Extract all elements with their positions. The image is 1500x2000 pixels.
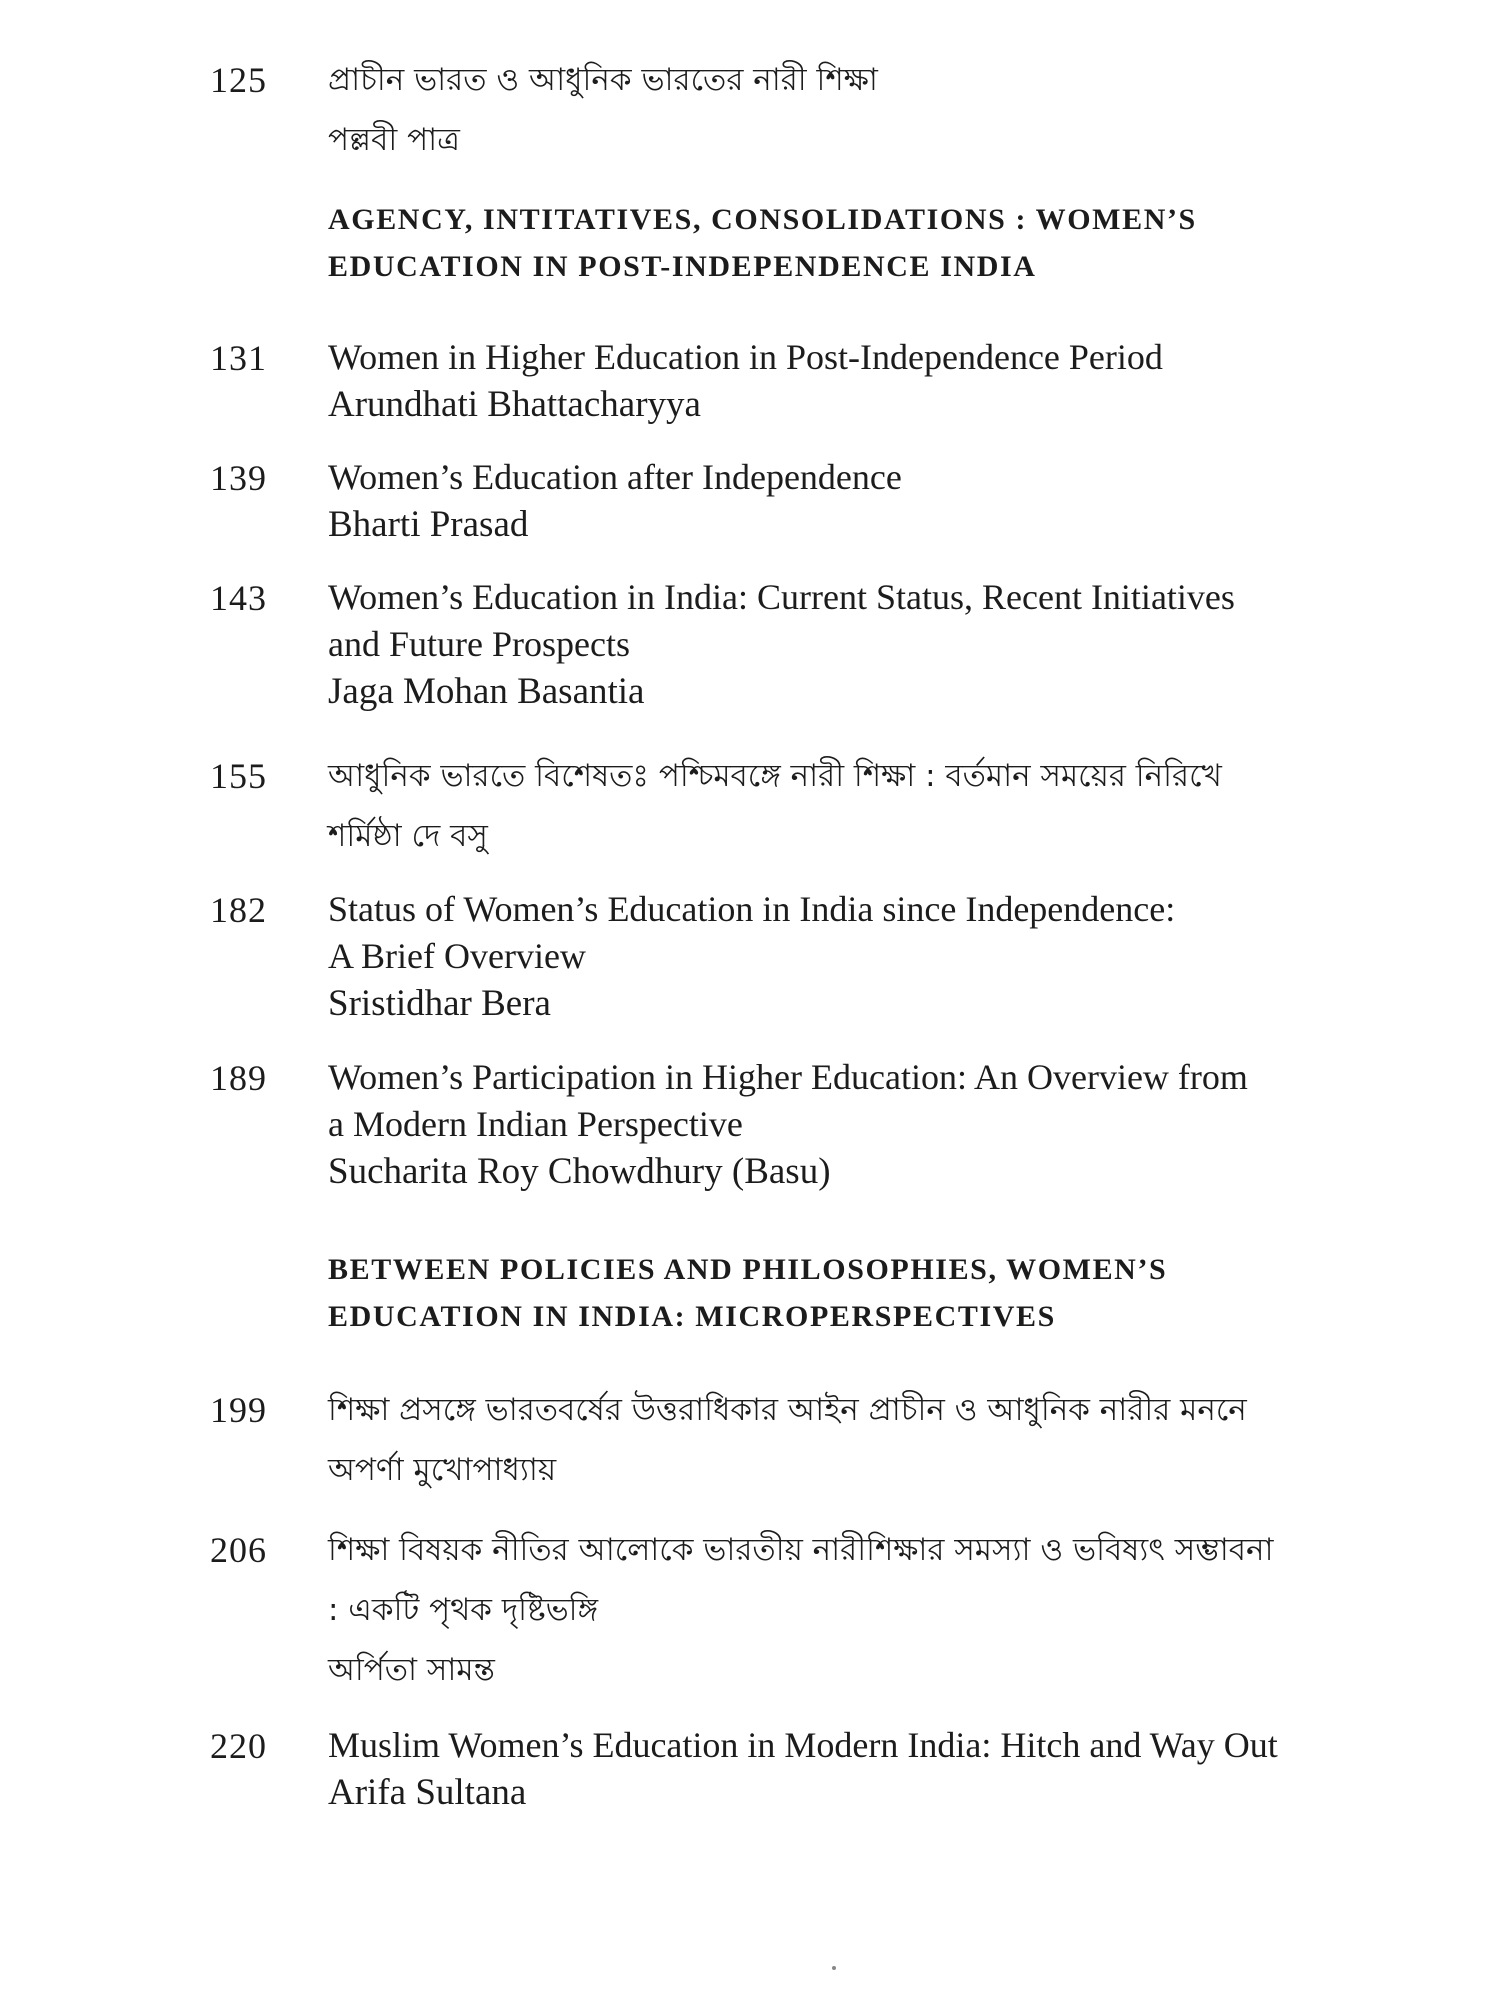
entry-author: Jaga Mohan Basantia bbox=[328, 671, 645, 712]
entry-title: Status of Women’s Education in India since Independence: bbox=[328, 889, 1176, 929]
entry-author: Sucharita Roy Chowdhury (Basu) bbox=[328, 1151, 831, 1192]
entry-author: অর্পিতা সামন্ত bbox=[328, 1652, 495, 1688]
page-number: 199 bbox=[210, 1390, 267, 1430]
section-heading-line: EDUCATION IN INDIA: MICROPERSPECTIVES bbox=[328, 1300, 1056, 1333]
entry-author: Sristidhar Bera bbox=[328, 983, 551, 1024]
entry-author: Arundhati Bhattacharyya bbox=[328, 384, 701, 425]
entry-title: Women’s Education in India: Current Status, Recent Initiatives bbox=[328, 577, 1235, 617]
page-number: 189 bbox=[210, 1058, 267, 1098]
section-heading bbox=[328, 196, 1328, 290]
entry-title: শিক্ষা প্রসঙ্গে ভারতবর্ষের উত্তরাধিকার আইন প্রাচীন ও আধুনিক নারীর মননে bbox=[328, 1392, 1247, 1428]
entry-author: Bharti Prasad bbox=[328, 504, 529, 545]
page-number: 155 bbox=[210, 756, 267, 796]
entry-title: A Brief Overview bbox=[328, 936, 586, 976]
section-heading-line: EDUCATION IN POST-INDEPENDENCE INDIA bbox=[328, 250, 1037, 283]
page-number: 220 bbox=[210, 1726, 267, 1766]
page-number: 131 bbox=[210, 338, 267, 378]
entry-author: শর্মিষ্ঠা দে বসু bbox=[328, 818, 488, 854]
entry-title: প্রাচীন ভারত ও আধুনিক ভারতের নারী শিক্ষা bbox=[328, 62, 878, 98]
entry-title: Muslim Women’s Education in Modern India: Hitch and Way Out bbox=[328, 1725, 1278, 1765]
entry-author: অপর্ণা মুখোপাধ্যায় bbox=[328, 1452, 557, 1488]
page-number: 206 bbox=[210, 1530, 267, 1570]
page-number: 139 bbox=[210, 458, 267, 498]
page-number: 182 bbox=[210, 890, 267, 930]
section-heading bbox=[328, 1246, 1328, 1340]
entry-author: পল্লবী পাত্র bbox=[328, 122, 460, 158]
entry-title: Women’s Education after Independence bbox=[328, 457, 902, 497]
page-number: 143 bbox=[210, 578, 267, 618]
section-heading-line: BETWEEN POLICIES AND PHILOSOPHIES, WOMEN’S bbox=[328, 1253, 1168, 1286]
entry-author: Arifa Sultana bbox=[328, 1772, 527, 1813]
entry-title: শিক্ষা বিষয়ক নীতির আলোকে ভারতীয় নারীশিক্ষার সমস্যা ও ভবিষ্যৎ সম্ভাবনা bbox=[328, 1532, 1274, 1568]
entry-title: : একটি পৃথক দৃষ্টিভঙ্গি bbox=[328, 1592, 599, 1628]
page-number: 125 bbox=[210, 60, 267, 100]
entry-title: Women in Higher Education in Post-Independence Period bbox=[328, 337, 1163, 377]
section-heading-line: AGENCY, INTITATIVES, CONSOLIDATIONS : WOMEN’S bbox=[328, 203, 1197, 236]
entry-title: a Modern Indian Perspective bbox=[328, 1104, 743, 1144]
entry-title: and Future Prospects bbox=[328, 624, 630, 664]
scan-speck bbox=[832, 1966, 836, 1970]
entry-title: আধুনিক ভারতে বিশেষতঃ পশ্চিমবঙ্গে নারী শিক্ষা : বর্তমান সময়ের নিরিখে bbox=[328, 758, 1222, 794]
entry-title: Women’s Participation in Higher Education: An Overview from bbox=[328, 1057, 1248, 1097]
